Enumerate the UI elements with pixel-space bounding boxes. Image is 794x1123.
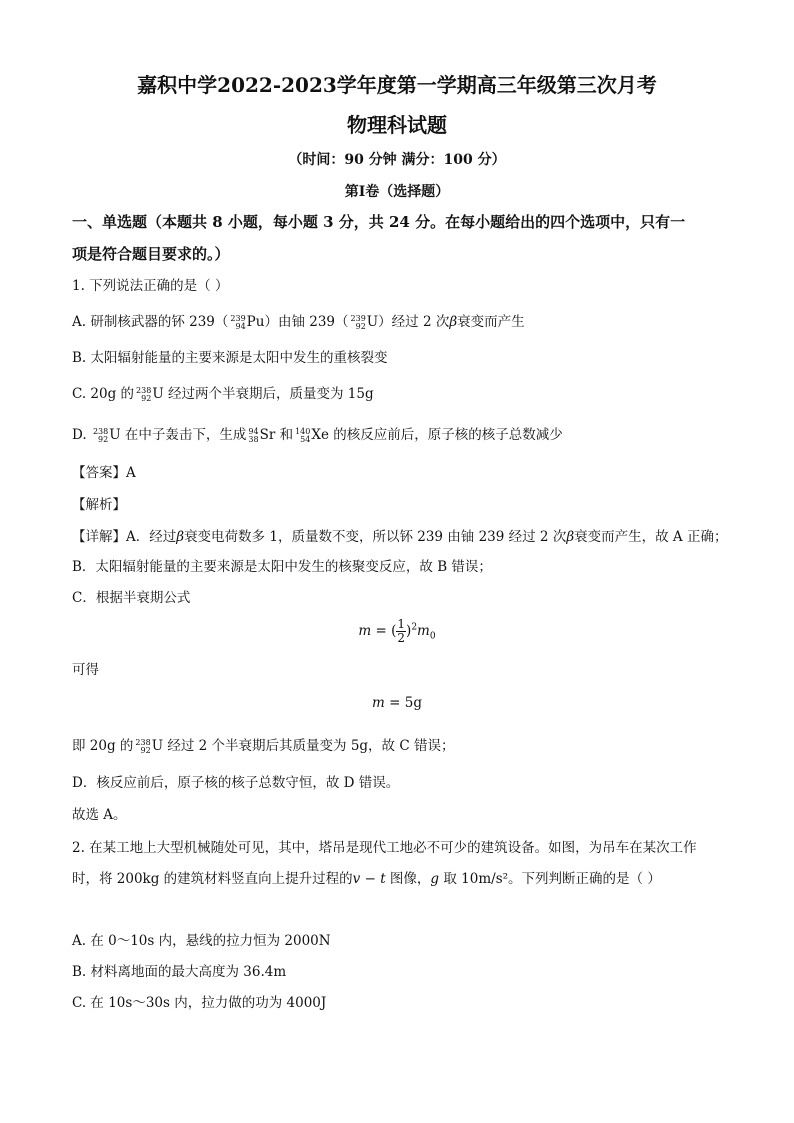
exam-subject: 物理科试题 bbox=[347, 113, 447, 137]
option-c-text: C. 20g 的 bbox=[72, 386, 135, 402]
atomic-number: 92 bbox=[141, 393, 152, 403]
formula-m: m bbox=[358, 623, 372, 639]
analysis-label: 【解析】 bbox=[72, 497, 126, 513]
section-instruction: 一、单选题（本题共 8 小题，每小题 3 分，共 24 分。在每小题给出的四个选项中，只有一 bbox=[72, 213, 686, 231]
option-d-text: Xe 的核反应前后，原子核的核子总数减少 bbox=[311, 427, 563, 443]
detail-c: C．根据半衰期公式 bbox=[72, 590, 191, 606]
option-d-text: D. bbox=[72, 427, 91, 443]
option-a-text: A. 研制核武器的钚 239（ bbox=[72, 314, 229, 330]
stem-text: 图像， bbox=[385, 871, 431, 887]
detail-text: 衰变电荷数多 1，质量数不变，所以钚 239 由铀 239 经过 2 次 bbox=[184, 529, 567, 545]
atomic-number: 38 bbox=[248, 434, 259, 444]
nuclide-sr bbox=[248, 428, 258, 444]
detail-d: D．核反应前后，原子核的核子总数守恒，故 D 错误。 bbox=[72, 775, 400, 791]
beta-symbol: β bbox=[176, 529, 185, 545]
formula-fraction bbox=[396, 618, 406, 645]
question-2-stem: 2. 在某工地上大型机械随处可见，其中，塔吊是现代工地必不可少的建筑设备。如图，为吊车在某次工作 bbox=[72, 840, 697, 856]
result-formula bbox=[0, 695, 794, 711]
mass-number: 238 bbox=[136, 385, 152, 395]
detail-a bbox=[72, 527, 727, 547]
formula-m0-subscript: 0 bbox=[429, 631, 436, 642]
option-a-text: Pu）由铀 239（ bbox=[246, 314, 349, 330]
atomic-number: 92 bbox=[140, 745, 151, 755]
formula-eq: = ( bbox=[371, 623, 397, 639]
exam-time-info: （时间：90 分钟 满分：100 分） bbox=[288, 152, 506, 168]
nuclide-u238 bbox=[135, 739, 150, 755]
nuclide-u238 bbox=[136, 387, 151, 403]
option-c-text: U 经过两个半衰期后，质量变为 15g bbox=[152, 386, 374, 402]
beta-symbol: β bbox=[449, 314, 458, 330]
formula-m: m bbox=[372, 695, 385, 711]
detail-text: U 经过 2 个半衰期后其质量变为 5g，故 C 错误； bbox=[151, 738, 455, 754]
detail-c-conclusion bbox=[72, 736, 454, 756]
mass-number: 238 bbox=[92, 426, 109, 436]
section-instruction-cont: 项是符合题目要求的。） bbox=[72, 245, 230, 263]
detail-text: 【详解】A．经过 bbox=[72, 529, 177, 545]
mass-number: 239 bbox=[230, 313, 246, 323]
formula-value: = 5g bbox=[384, 695, 422, 711]
question-2-stem-cont bbox=[72, 869, 661, 889]
detail-b: B．太阳辐射能量的主要来源是太阳中发生的核聚变反应，故 B 错误； bbox=[72, 559, 492, 575]
derive-label: 可得 bbox=[72, 662, 99, 678]
stem-text: 取 10m/s²。下列判断正确的是（ ） bbox=[439, 871, 661, 887]
option-d-text: Sr 和 bbox=[259, 427, 294, 443]
half-life-formula bbox=[0, 618, 794, 645]
question-2-option-c: C. 在 10s～30s 内，拉力做的功为 4000J bbox=[72, 995, 327, 1011]
formula-exponent: 2 bbox=[411, 622, 418, 633]
question-1-option-d bbox=[72, 425, 563, 445]
detail-text: 衰变而产生，故 A 正确； bbox=[574, 529, 728, 545]
option-a-text: 衰变而产生 bbox=[457, 314, 525, 330]
exam-title: 嘉积中学2022-2023学年度第一学期高三年级第三次月考 bbox=[137, 73, 657, 97]
nuclide-pu bbox=[230, 315, 245, 331]
g-symbol: g bbox=[430, 871, 440, 887]
formula-m0: m bbox=[417, 623, 430, 639]
stem-text: 时，将 200kg 的建筑材料竖直向上提升过程的 bbox=[72, 871, 353, 887]
beta-symbol: β bbox=[566, 529, 575, 545]
mass-number: 140 bbox=[295, 426, 311, 436]
option-a-text: U）经过 2 次 bbox=[366, 314, 450, 330]
question-1-conclusion: 故选 A。 bbox=[72, 807, 127, 823]
atomic-number: 94 bbox=[235, 321, 246, 331]
atomic-number: 92 bbox=[355, 321, 366, 331]
formula-close: ) bbox=[406, 623, 412, 639]
nuclide-xe bbox=[295, 428, 310, 444]
atomic-number: 92 bbox=[98, 434, 109, 444]
volume-heading: 第Ⅰ卷（选择题） bbox=[344, 184, 450, 200]
question-2-option-b: B. 材料离地面的最大高度为 36.4m bbox=[72, 964, 287, 980]
vt-symbol: v − t bbox=[352, 871, 386, 887]
option-d-text: U 在中子轰击下，生成 bbox=[109, 427, 247, 443]
mass-number: 239 bbox=[350, 313, 366, 323]
fraction-denominator: 2 bbox=[397, 631, 406, 645]
atomic-number: 54 bbox=[300, 434, 311, 444]
question-2-option-a: A. 在 0～10s 内，悬线的拉力恒为 2000N bbox=[72, 933, 331, 949]
fraction-numerator: 1 bbox=[397, 617, 406, 631]
mass-number: 94 bbox=[248, 426, 259, 436]
question-1-stem: 1. 下列说法正确的是（ ） bbox=[72, 278, 229, 294]
question-1-option-a bbox=[72, 312, 525, 332]
nuclide-u238 bbox=[93, 428, 108, 444]
mass-number: 238 bbox=[135, 737, 151, 747]
detail-text: 即 20g 的 bbox=[72, 738, 134, 754]
answer-label: 【答案】A bbox=[72, 465, 136, 481]
nuclide-u bbox=[351, 315, 366, 331]
question-1-option-b: B. 太阳辐射能量的主要来源是太阳中发生的重核裂变 bbox=[72, 350, 388, 366]
question-1-option-c bbox=[72, 384, 374, 404]
